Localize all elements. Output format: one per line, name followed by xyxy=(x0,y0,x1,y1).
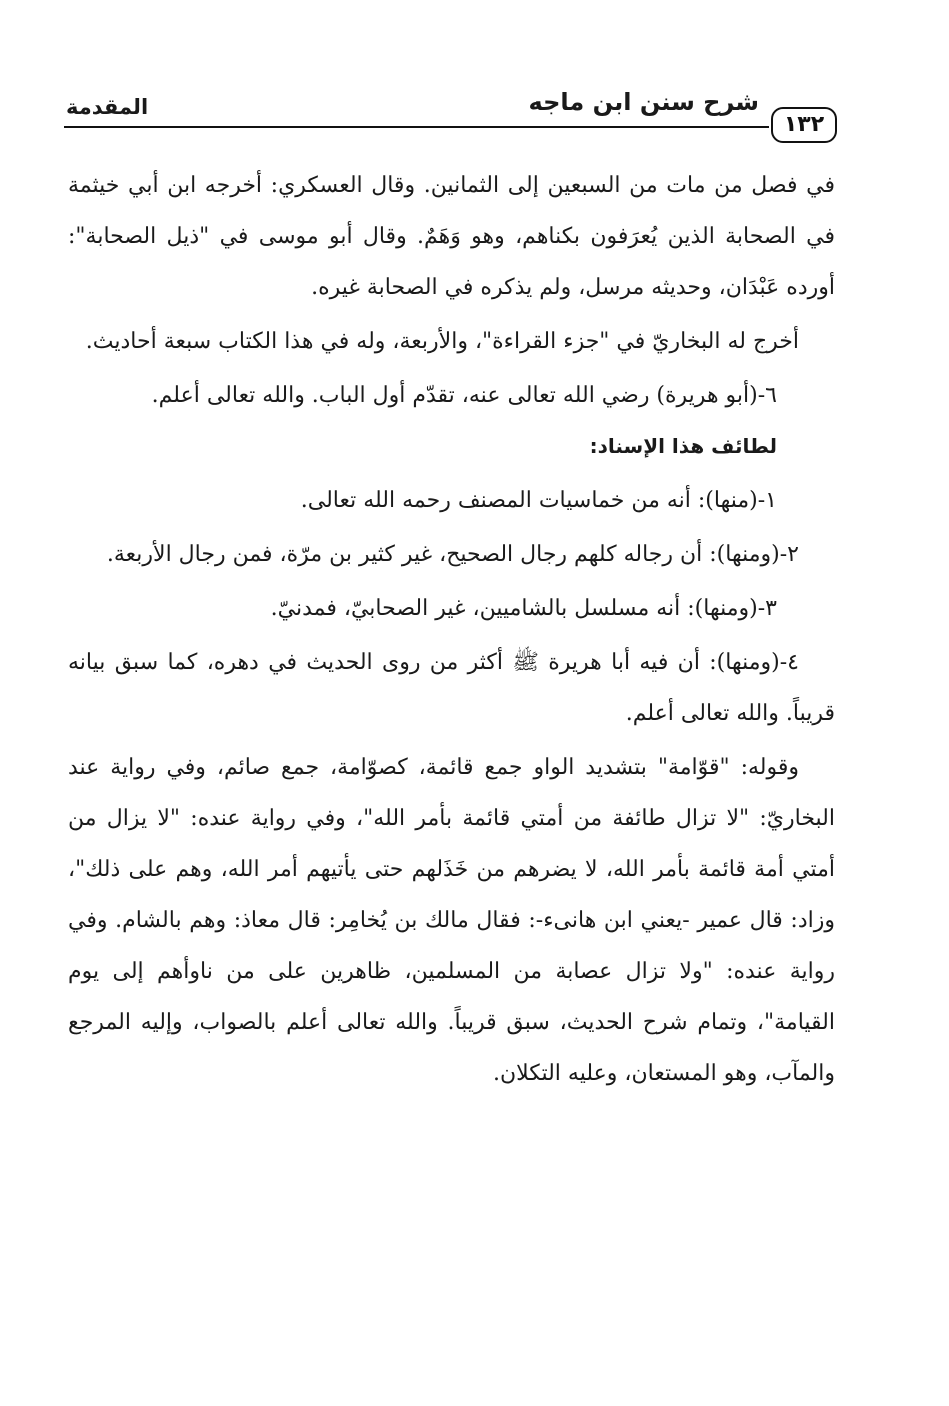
list-item-2: ٢-(ومنها): أن رجاله كلهم رجال الصحيح، غير كثير بن مرّة، فمن رجال الأربعة. xyxy=(106,542,799,567)
running-header xyxy=(64,84,837,148)
list-item-1: ١-(منها): أنه من خماسيات المصنف رحمه الله تعالى. xyxy=(300,488,777,513)
subheading-lataif: لطائف هذا الإسناد: xyxy=(589,434,777,458)
book-title: شرح سنن ابن ماجه xyxy=(528,88,759,116)
page-number: ١٣٢ xyxy=(771,107,837,143)
paragraph-narrator-6: ٦-(أبو هريرة) رضي الله تعالى عنه، تقدّم أول الباب. والله تعالى أعلم. xyxy=(151,383,777,408)
list-item-3: ٣-(ومنها): أنه مسلسل بالشاميين، غير الصحابيّ، فمدنيّ. xyxy=(270,596,777,621)
list-item-4: ٤-(ومنها): أن فيه أبا هريرة ﷺ أكثر من روى الحديث في دهره، كما سبق بيانه قريباً. والله تعالى أعلم. xyxy=(68,650,835,726)
header-rule xyxy=(64,126,769,128)
section-title: المقدمة xyxy=(66,95,149,119)
body-text xyxy=(68,160,835,1099)
paragraph-commentary: وقوله: "قوّامة" بتشديد الواو جمع قائمة، كصوّامة، جمع صائم، وفي رواية عند البخاريّ: "لا تزال طائفة من أمتي قائمة بأمر الله"، وفي رواية عنده: "لا يزال من أمتي أمة قائمة بأمر الله، لا يضرهم من خَذَلهم حتى يأتيهم أمر الله، وهم على ذلك"، وزاد: قال عمير -يعني ابن هانىء-: فقال مالك بن يُخامِر: قال معاذ: وهم بالشام. وفي رواية عنده: "ولا تزال عصابة من المسلمين، ظاهرين على من ناوأهم إلى يوم القيامة"، وتمام شرح الحديث، سبق قريباً. والله تعالى أعلم بالصواب، وإليه المرجع والمآب، وهو المستعان، وعليه التكلان. xyxy=(68,755,835,1086)
paragraph-continuation: في فصل من مات من السبعين إلى الثمانين. وقال العسكري: أخرجه ابن أبي خيثمة في الصحابة الذين يُعرَفون بكناهم، وهو وَهَمٌ. وقال أبو موسى في "ذيل الصحابة": أورده عَبْدَان، وحديثه مرسل، ولم يذكره في الصحابة غيره. xyxy=(68,173,835,300)
paragraph-bukhari: أخرج له البخاريّ في "جزء القراءة"، والأربعة، وله في هذا الكتاب سبعة أحاديث. xyxy=(85,329,799,354)
